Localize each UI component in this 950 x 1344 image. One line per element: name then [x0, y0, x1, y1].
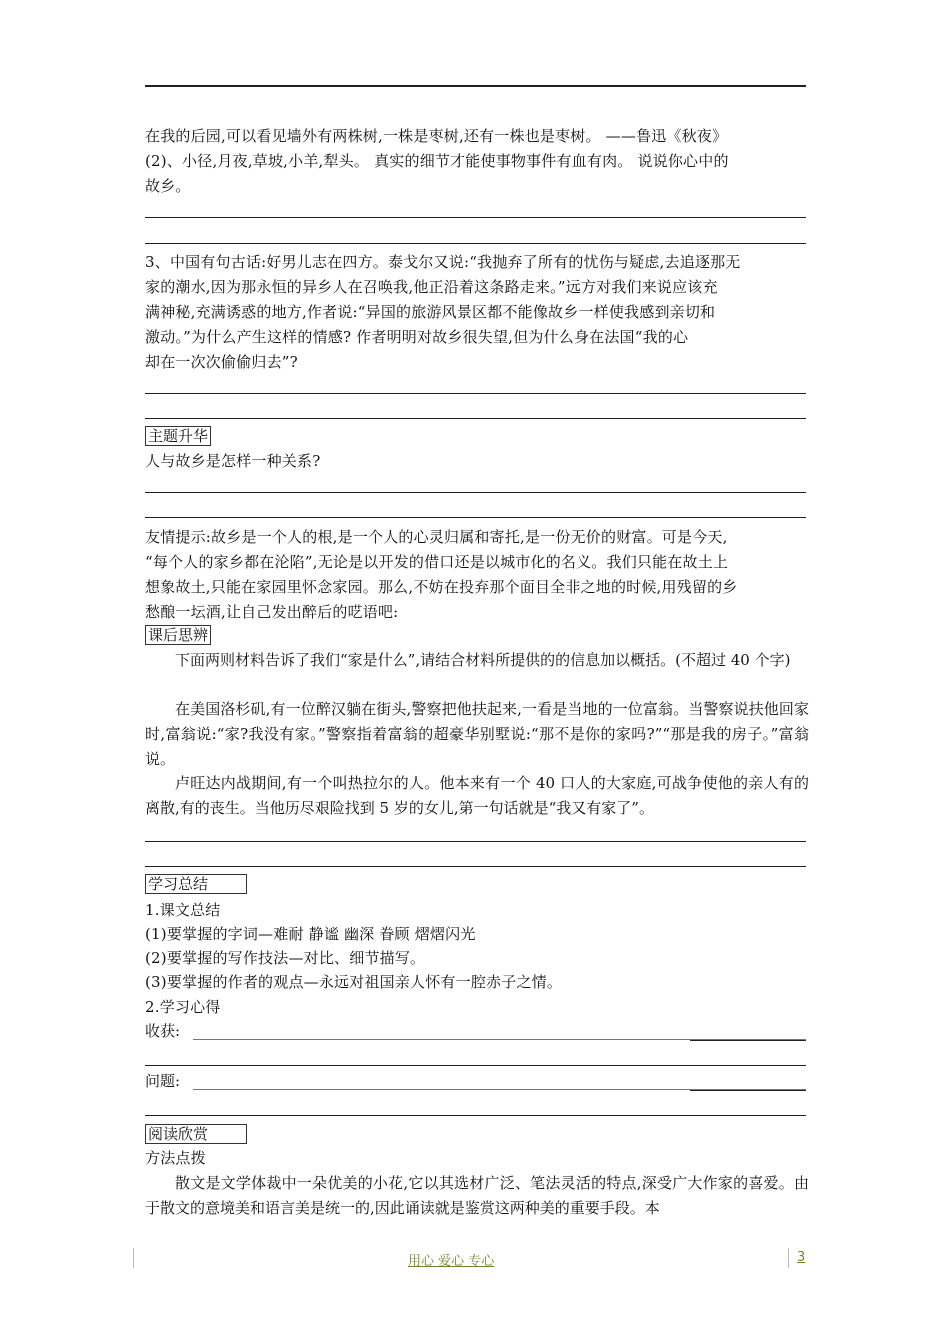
- tip-line-3: 想象故土,只能在家园里怀念家园。那么,不妨在投弃那个面目全非之地的时候,用残留的乡: [145, 578, 738, 596]
- footer-left-bar: [133, 1248, 134, 1268]
- reading-text: 散文是文学体裁中一朵优美的小花,它以其选材广泛、笔法灵活的特点,深受广大作家的喜爱。由于散文的意境美和语言美是统一的,因此诵读就是鉴赏这两种美的重要手段。本: [145, 1174, 809, 1217]
- answer-line: [145, 517, 806, 518]
- problem-label: 问题:: [145, 1072, 181, 1090]
- theme-question: 人与故乡是怎样一种关系?: [145, 452, 321, 470]
- summary-sub-2: (2)要掌握的写作技法—对比、细节描写。: [145, 949, 426, 967]
- answer-line: [145, 393, 806, 394]
- answer-line: [145, 492, 806, 493]
- footer-motto[interactable]: [408, 1250, 494, 1269]
- q3-line-2: 家的潮水,因为那永恒的异乡人在召唤我,他正沿着这条路走来。”远方对我们来说应该充: [145, 278, 718, 296]
- q3-line-5: 却在一次次偷偷归去”?: [145, 353, 298, 371]
- gain-row: [145, 1020, 806, 1042]
- after-class-heading: 课后思辨: [145, 625, 211, 645]
- intro-line-3: 故乡。: [145, 177, 191, 195]
- method-heading: 方法点拨: [145, 1149, 206, 1167]
- tip-line-1: 友情提示:故乡是一个人的根,是一个人的心灵归属和寄托,是一份无价的财富。可是今天,: [145, 528, 728, 546]
- q3-line-3: 满神秘,充满诱惑的地方,作者说:“异国的旅游风景区都不能像故乡一样使我感到亲切和: [145, 303, 716, 321]
- summary-heading: 学习总结: [145, 874, 247, 894]
- answer-line: [145, 841, 806, 842]
- answer-line: [145, 243, 806, 244]
- intro-line-1: 在我的后园,可以看见墙外有两株树,一株是枣树,还有一株也是枣树。 ——鲁迅《秋夜》: [145, 127, 728, 145]
- problem-row: [145, 1070, 806, 1092]
- theme-heading: 主题升华: [145, 426, 211, 446]
- summary-sub-3: (3)要掌握的作者的观点—永远对祖国亲人怀有一腔赤子之情。: [145, 973, 563, 991]
- answer-line: [145, 217, 806, 218]
- tip-line-4: 愁酿一坛酒,让自己发出醉后的呓语吧:: [145, 603, 399, 621]
- summary-item-2: 2.学习心得: [145, 998, 221, 1016]
- answer-line: [145, 1065, 806, 1066]
- summary-item-1: 1.课文总结: [145, 901, 221, 919]
- material-2: 卢旺达内战期间,有一个叫热拉尔的人。他本来有一个 40 口人的大家庭,可战争使他的亲人有的离散,有的丧生。当他历尽艰险找到 5 岁的女儿,第一句话就是“我又有家了”。: [145, 774, 809, 817]
- q3-line-4: 激动。”为什么产生这样的情感? 作者明明对故乡很失望,但为什么身在法国“我的心: [145, 328, 689, 346]
- footer-right-bar: [788, 1248, 789, 1268]
- top-rule: [145, 85, 806, 87]
- page-number-link[interactable]: 3: [797, 1250, 806, 1265]
- after-class-prompt: 下面两则材料告诉了我们“家是什么”,请结合材料所提供的的信息加以概括。(不超过 40 个字): [175, 651, 791, 669]
- footer-motto-link[interactable]: 用心 爱心 专心: [408, 1254, 495, 1269]
- q3-line-1: 3、中国有句古话:好男儿志在四方。泰戈尔又说:“我抛弃了所有的忧伤与疑虑,去追逐那无: [145, 253, 741, 271]
- intro-line-2: (2)、小径,月夜,草坡,小羊,犁头。 真实的细节才能使事物事件有血有肉。 说说你心中的: [145, 152, 729, 170]
- tip-line-2: “每个人的家乡都在沦陷”,无论是以开发的借口还是以城市化的名义。我们只能在故土上: [145, 553, 729, 571]
- answer-line: [145, 1115, 806, 1116]
- gain-label: 收获:: [145, 1022, 181, 1040]
- answer-line: [145, 418, 806, 419]
- material-1: 在美国洛杉矶,有一位醉汉躺在街头,警察把他扶起来,一看是当地的一位富翁。当警察说扶他回家时,富翁说:“家?我没有家。”警察指着富翁的超豪华别墅说:“那不是你的家吗?”“那是我的房子。”富翁说。: [145, 700, 809, 768]
- page-number[interactable]: [797, 1250, 805, 1265]
- answer-line: [145, 866, 806, 867]
- summary-sub-1: (1)要掌握的字词—难耐 静谧 幽深 眷顾 熠熠闪光: [145, 925, 476, 943]
- reading-heading: 阅读欣赏: [145, 1124, 247, 1144]
